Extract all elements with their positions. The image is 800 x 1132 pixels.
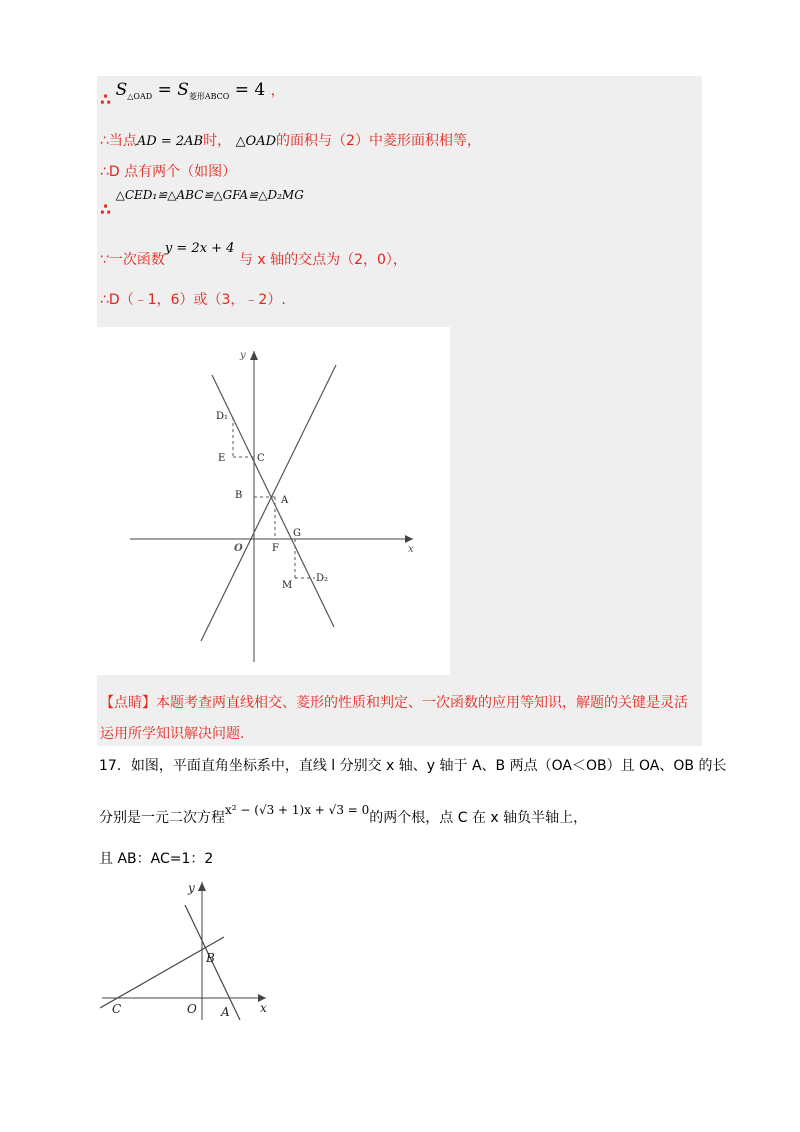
area-symbol: S	[115, 80, 128, 100]
solution-line-4	[100, 188, 304, 219]
question-17-line-1: 17．如图，平面直角坐标系中，直线 l 分别交 x 轴、y 轴于 A、B 两点（OA＜OB）且 OA、OB 的长	[99, 758, 727, 774]
quadratic-equation: x² − (√3 + 1)x + √3 = 0	[225, 803, 370, 817]
comment-line-1	[100, 693, 688, 713]
comment-tag: 【点睛】	[100, 695, 156, 711]
label-c: C	[257, 453, 265, 464]
label-g: G	[293, 528, 301, 539]
label2-y: y	[188, 881, 195, 895]
label-b: B	[235, 490, 243, 501]
solution-line-2	[100, 131, 481, 152]
area-value: 4	[254, 80, 266, 100]
line2-mid: 时，	[203, 133, 232, 149]
line-y-2x-plus-4	[212, 375, 334, 627]
therefore-symbol: ∴	[100, 200, 112, 219]
rhombus-subscript: 菱形ABCO	[188, 92, 230, 101]
line-through-origin	[201, 365, 336, 641]
label-x: x	[408, 544, 414, 555]
line5-suffix: 与 x 轴的交点为（2，0），	[238, 252, 407, 268]
congruence-formula: △CED₁≌△ABC≌△GFA≌△D₂MG	[115, 188, 304, 202]
figure-1-svg	[97, 327, 450, 675]
label-d2: D₂	[316, 573, 329, 584]
triangle-formula: △OAD	[235, 134, 277, 149]
equals-sign: =	[157, 80, 172, 100]
comment-text-1: 本题考查两直线相交、菱形的性质和判定、一次函数的应用等知识，解题的关键是灵活	[156, 695, 688, 711]
label-m: M	[282, 580, 293, 591]
solution-line-1	[100, 80, 285, 107]
figure-1	[97, 327, 450, 675]
x-axis-arrow	[405, 535, 413, 543]
comma: ，	[270, 83, 285, 99]
line5-prefix: ∵一次函数	[100, 252, 165, 268]
solution-line-6: ∴D（﹣1，6）或（3，﹣2）.	[100, 292, 286, 308]
label2-a: A	[221, 1005, 230, 1019]
label-a: A	[281, 495, 289, 506]
triangle-subscript: △OAD	[127, 92, 153, 101]
figure-2-svg	[100, 880, 275, 1020]
comment-line-2: 运用所学知识解决问题.	[100, 726, 245, 742]
label2-c: C	[112, 1002, 122, 1016]
linear-function: y = 2x + 4	[164, 241, 235, 256]
q17-suffix: 的两个根，点 C 在 x 轴负半轴上，	[369, 810, 588, 826]
figure-2	[100, 880, 275, 1020]
label2-o: O	[187, 1002, 197, 1016]
label-d1: D₁	[216, 411, 229, 422]
label-f: F	[272, 543, 279, 554]
question-17-line-2	[99, 803, 588, 828]
label2-x: x	[260, 1001, 267, 1015]
label-origin: O	[234, 543, 243, 554]
label2-b: B	[206, 951, 215, 965]
y-axis-arrow	[250, 351, 258, 360]
solution-line-3: ∴D 点有两个（如图）	[100, 164, 237, 180]
solution-line-5	[100, 241, 407, 271]
equals-sign-2: =	[234, 80, 250, 100]
question-17-line-3: 且 AB：AC=1：2	[99, 851, 214, 867]
area-equation	[116, 80, 271, 100]
condition-formula: AD = 2AB	[136, 134, 204, 149]
line2-suffix: 的面积与（2）中菱形面积相等，	[276, 133, 481, 149]
label-y: y	[240, 350, 246, 361]
area-symbol-2: S	[177, 80, 189, 100]
therefore-symbol: ∴	[100, 90, 112, 109]
line2-prefix: ∴当点	[100, 133, 137, 149]
y-axis-arrow-2	[198, 882, 206, 891]
label-e: E	[218, 453, 226, 464]
q17-prefix: 分别是一元二次方程	[99, 810, 225, 826]
